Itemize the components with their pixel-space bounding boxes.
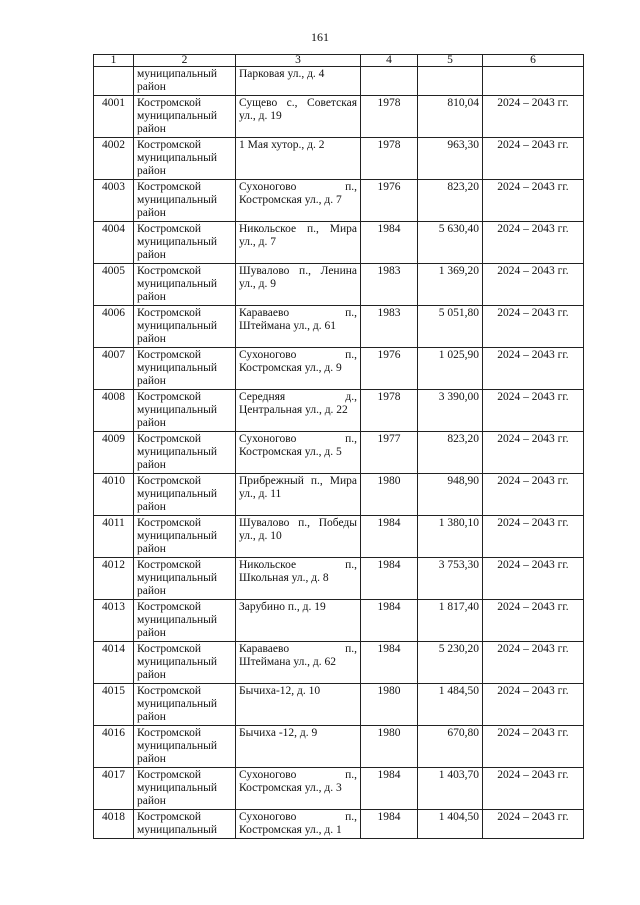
cell-address: Сухоногово п., Костромская ул., д. 3 bbox=[236, 768, 361, 810]
cell-number: 4005 bbox=[94, 264, 134, 306]
table-row bbox=[94, 306, 584, 348]
cell-empty bbox=[483, 67, 584, 96]
table-row bbox=[94, 642, 584, 684]
cell-number: 4018 bbox=[94, 810, 134, 839]
cell-number: 4014 bbox=[94, 642, 134, 684]
cell-year: 1984 bbox=[361, 810, 418, 839]
cell-address: Никольское п., Мира ул., д. 7 bbox=[236, 222, 361, 264]
cell-number: 4017 bbox=[94, 768, 134, 810]
cell-address: Бычиха -12, д. 9 bbox=[236, 726, 361, 768]
cell-district: Костромской муниципальный район bbox=[134, 96, 236, 138]
cell-address: Бычиха-12, д. 10 bbox=[236, 684, 361, 726]
cell-period: 2024 – 2043 гг. bbox=[483, 684, 584, 726]
cell-period: 2024 – 2043 гг. bbox=[483, 264, 584, 306]
cell-district: Костромской муниципальный район bbox=[134, 474, 236, 516]
cell-period: 2024 – 2043 гг. bbox=[483, 600, 584, 642]
cell-year: 1983 bbox=[361, 264, 418, 306]
table-row bbox=[94, 474, 584, 516]
cell-district: Костромской муниципальный район bbox=[134, 768, 236, 810]
cell-number: 4004 bbox=[94, 222, 134, 264]
cell-year: 1983 bbox=[361, 306, 418, 348]
cell-number: 4015 bbox=[94, 684, 134, 726]
cell-year: 1984 bbox=[361, 600, 418, 642]
cell-area: 963,30 bbox=[418, 138, 483, 180]
cell-district: Костромской муниципальный район bbox=[134, 516, 236, 558]
cell-year: 1976 bbox=[361, 348, 418, 390]
cell-empty bbox=[418, 67, 483, 96]
table-row bbox=[94, 138, 584, 180]
cell-district: Костромской муниципальный район bbox=[134, 222, 236, 264]
cell-area: 1 025,90 bbox=[418, 348, 483, 390]
cell-district: Костромской муниципальный район bbox=[134, 558, 236, 600]
cell-district: Костромской муниципальный район bbox=[134, 348, 236, 390]
cell-area: 670,80 bbox=[418, 726, 483, 768]
cell-area: 3 390,00 bbox=[418, 390, 483, 432]
cell-district: Костромской муниципальный район bbox=[134, 138, 236, 180]
cell-area: 1 380,10 bbox=[418, 516, 483, 558]
table-row bbox=[94, 768, 584, 810]
cell-year: 1980 bbox=[361, 726, 418, 768]
cell-year: 1978 bbox=[361, 390, 418, 432]
cell-period: 2024 – 2043 гг. bbox=[483, 348, 584, 390]
cell-year: 1976 bbox=[361, 180, 418, 222]
cell-district: Костромской муниципальный район bbox=[134, 432, 236, 474]
cell-year: 1978 bbox=[361, 138, 418, 180]
cell-district: муниципальный район bbox=[134, 67, 236, 96]
cell-number: 4006 bbox=[94, 306, 134, 348]
continuation-row bbox=[94, 67, 584, 96]
cell-district: Костромской муниципальный район bbox=[134, 600, 236, 642]
cell-area: 1 369,20 bbox=[418, 264, 483, 306]
column-header-row bbox=[94, 55, 584, 67]
table-row bbox=[94, 726, 584, 768]
cell-district: Костромской муниципальный район bbox=[134, 264, 236, 306]
cell-empty bbox=[94, 67, 134, 96]
cell-year: 1984 bbox=[361, 642, 418, 684]
cell-address: Середняя д., Центральная ул., д. 22 bbox=[236, 390, 361, 432]
cell-year: 1980 bbox=[361, 684, 418, 726]
column-header: 2 bbox=[134, 55, 236, 67]
cell-address: Шувалово п., Победы ул., д. 10 bbox=[236, 516, 361, 558]
cell-area: 1 817,40 bbox=[418, 600, 483, 642]
cell-year: 1984 bbox=[361, 768, 418, 810]
cell-address: Сухоногово п., Костромская ул., д. 9 bbox=[236, 348, 361, 390]
cell-area: 5 051,80 bbox=[418, 306, 483, 348]
cell-period: 2024 – 2043 гг. bbox=[483, 516, 584, 558]
table-row bbox=[94, 684, 584, 726]
cell-district: Костромской муниципальный район bbox=[134, 642, 236, 684]
cell-district: Костромской муниципальный район bbox=[134, 726, 236, 768]
cell-year: 1984 bbox=[361, 516, 418, 558]
cell-period: 2024 – 2043 гг. bbox=[483, 390, 584, 432]
cell-period: 2024 – 2043 гг. bbox=[483, 726, 584, 768]
cell-address: Парковая ул., д. 4 bbox=[236, 67, 361, 96]
cell-period: 2024 – 2043 гг. bbox=[483, 558, 584, 600]
cell-address: Шувалово п., Ленина ул., д. 9 bbox=[236, 264, 361, 306]
cell-year: 1977 bbox=[361, 432, 418, 474]
cell-area: 948,90 bbox=[418, 474, 483, 516]
cell-number: 4016 bbox=[94, 726, 134, 768]
cell-area: 1 484,50 bbox=[418, 684, 483, 726]
cell-number: 4008 bbox=[94, 390, 134, 432]
cell-area: 823,20 bbox=[418, 432, 483, 474]
cell-number: 4002 bbox=[94, 138, 134, 180]
table-row bbox=[94, 180, 584, 222]
cell-area: 5 230,20 bbox=[418, 642, 483, 684]
cell-area: 1 404,50 bbox=[418, 810, 483, 839]
cell-period: 2024 – 2043 гг. bbox=[483, 432, 584, 474]
table-row bbox=[94, 264, 584, 306]
cell-area: 1 403,70 bbox=[418, 768, 483, 810]
cell-district: Костромской муниципальный район bbox=[134, 180, 236, 222]
register-table bbox=[93, 54, 584, 839]
cell-number: 4012 bbox=[94, 558, 134, 600]
table-row bbox=[94, 558, 584, 600]
cell-period: 2024 – 2043 гг. bbox=[483, 810, 584, 839]
cell-year: 1984 bbox=[361, 558, 418, 600]
table-row bbox=[94, 600, 584, 642]
cell-address: Сухоногово п., Костромская ул., д. 7 bbox=[236, 180, 361, 222]
cell-district: Костромской муниципальный район bbox=[134, 684, 236, 726]
page-number: 161 bbox=[311, 30, 329, 44]
cell-year: 1980 bbox=[361, 474, 418, 516]
cell-address: 1 Мая хутор., д. 2 bbox=[236, 138, 361, 180]
table-row bbox=[94, 348, 584, 390]
cell-number: 4007 bbox=[94, 348, 134, 390]
cell-period: 2024 – 2043 гг. bbox=[483, 138, 584, 180]
cell-number: 4009 bbox=[94, 432, 134, 474]
cell-district: Костромской муниципальный bbox=[134, 810, 236, 839]
column-header: 3 bbox=[236, 55, 361, 67]
cell-address: Зарубино п., д. 19 bbox=[236, 600, 361, 642]
table-row bbox=[94, 390, 584, 432]
cell-period: 2024 – 2043 гг. bbox=[483, 642, 584, 684]
cell-address: Прибрежный п., Мира ул., д. 11 bbox=[236, 474, 361, 516]
cell-address: Караваево п., Штеймана ул., д. 61 bbox=[236, 306, 361, 348]
cell-year: 1978 bbox=[361, 96, 418, 138]
column-header: 5 bbox=[418, 55, 483, 67]
cell-address: Сухоногово п., Костромская ул., д. 1 bbox=[236, 810, 361, 839]
cell-period: 2024 – 2043 гг. bbox=[483, 180, 584, 222]
cell-number: 4010 bbox=[94, 474, 134, 516]
cell-area: 823,20 bbox=[418, 180, 483, 222]
table-row bbox=[94, 810, 584, 839]
table-row bbox=[94, 222, 584, 264]
cell-period: 2024 – 2043 гг. bbox=[483, 96, 584, 138]
cell-number: 4003 bbox=[94, 180, 134, 222]
cell-year: 1984 bbox=[361, 222, 418, 264]
cell-period: 2024 – 2043 гг. bbox=[483, 306, 584, 348]
cell-period: 2024 – 2043 гг. bbox=[483, 222, 584, 264]
table-row bbox=[94, 432, 584, 474]
column-header: 1 bbox=[94, 55, 134, 67]
cell-period: 2024 – 2043 гг. bbox=[483, 768, 584, 810]
table-row bbox=[94, 96, 584, 138]
cell-district: Костромской муниципальный район bbox=[134, 306, 236, 348]
cell-address: Сухоногово п., Костромская ул., д. 5 bbox=[236, 432, 361, 474]
cell-period: 2024 – 2043 гг. bbox=[483, 474, 584, 516]
cell-address: Никольское п., Школьная ул., д. 8 bbox=[236, 558, 361, 600]
cell-number: 4011 bbox=[94, 516, 134, 558]
cell-address: Сущево с., Советская ул., д. 19 bbox=[236, 96, 361, 138]
cell-number: 4001 bbox=[94, 96, 134, 138]
cell-number: 4013 bbox=[94, 600, 134, 642]
cell-address: Караваево п., Штеймана ул., д. 62 bbox=[236, 642, 361, 684]
cell-area: 5 630,40 bbox=[418, 222, 483, 264]
cell-area: 3 753,30 bbox=[418, 558, 483, 600]
cell-area: 810,04 bbox=[418, 96, 483, 138]
column-header: 4 bbox=[361, 55, 418, 67]
cell-empty bbox=[361, 67, 418, 96]
column-header: 6 bbox=[483, 55, 584, 67]
cell-district: Костромской муниципальный район bbox=[134, 390, 236, 432]
table-row bbox=[94, 516, 584, 558]
